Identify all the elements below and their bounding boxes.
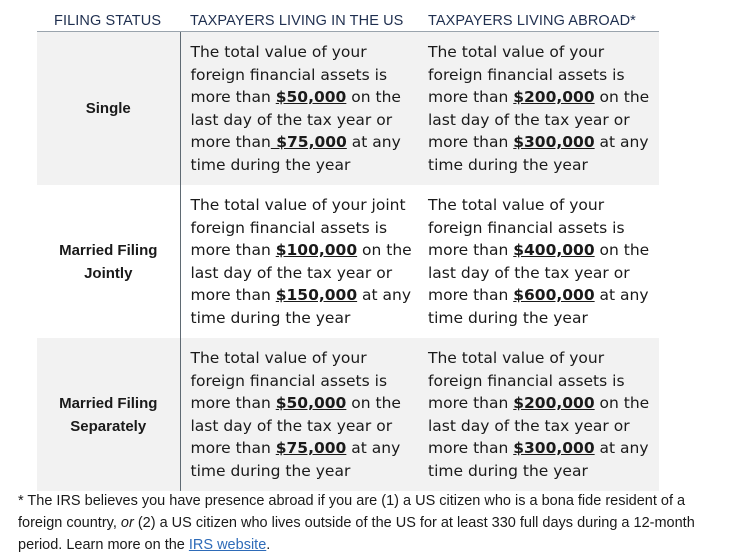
abroad-threshold-cell xyxy=(418,32,659,186)
threshold-line: foreign financial assets is xyxy=(190,218,388,237)
footnote-text: period. Learn more on the xyxy=(18,537,189,553)
threshold-line: more than $75,000 at any xyxy=(190,439,401,457)
threshold-line: The total value of your xyxy=(428,43,605,61)
threshold-line: more than $300,000 at any xyxy=(428,133,649,151)
threshold-amount: $50,000 xyxy=(275,88,347,106)
threshold-line: more than $75,000 at any xyxy=(190,133,401,151)
us-threshold-cell xyxy=(180,185,418,338)
threshold-line: more than $100,000 on the xyxy=(190,241,412,259)
footnote-text: (2) a US citizen who lives outside of the US for at least 330 full days during a 12-month xyxy=(133,515,695,531)
threshold-amount: $75,000 xyxy=(275,439,347,457)
threshold-line: time during the year xyxy=(428,461,588,480)
threshold-line: last day of the tax year or xyxy=(190,263,393,282)
threshold-amount: $300,000 xyxy=(513,133,595,151)
threshold-line: more than $200,000 on the xyxy=(428,88,650,106)
threshold-line: more than $50,000 on the xyxy=(190,88,401,106)
footnote xyxy=(18,490,738,556)
footnote-text: . xyxy=(266,537,271,553)
us-threshold-cell xyxy=(180,338,418,491)
filing-status-cell xyxy=(37,338,180,491)
filing-status-cell xyxy=(37,32,180,186)
table-header-row xyxy=(37,10,659,32)
filing-status-label: Separately xyxy=(70,417,147,435)
filing-status-label: Jointly xyxy=(84,264,133,282)
threshold-line: foreign financial assets is xyxy=(190,65,388,84)
threshold-line: The total value of your xyxy=(190,349,367,367)
threshold-line: more than $150,000 at any xyxy=(190,286,412,304)
threshold-line: foreign financial assets is xyxy=(190,371,388,390)
threshold-line: more than $200,000 on the xyxy=(428,394,650,412)
threshold-amount: $200,000 xyxy=(513,88,595,106)
us-threshold-cell xyxy=(180,32,418,186)
threshold-amount: $400,000 xyxy=(513,241,595,259)
table-row xyxy=(37,185,659,338)
threshold-line: foreign financial assets is xyxy=(428,371,625,390)
table-row xyxy=(37,338,659,491)
abroad-threshold-cell xyxy=(418,185,659,338)
threshold-amount: $600,000 xyxy=(513,286,595,304)
threshold-line: more than $400,000 on the xyxy=(428,241,650,259)
threshold-line: time during the year xyxy=(190,308,351,327)
threshold-line: The total value of your xyxy=(428,196,605,214)
filing-status-label: Married Filing xyxy=(59,241,158,259)
filing-status-label: Married Filing xyxy=(59,394,158,412)
header-filing-status: FILING STATUS xyxy=(37,10,180,32)
threshold-line: The total value of your xyxy=(190,43,367,61)
threshold-line: time during the year xyxy=(190,461,351,480)
threshold-line: The total value of your joint xyxy=(190,196,406,214)
threshold-amount: $75,000 xyxy=(270,133,347,151)
filing-status-label: Single xyxy=(85,100,131,117)
threshold-line: more than $300,000 at any xyxy=(428,439,649,457)
header-living-abroad: TAXPAYERS LIVING ABROAD* xyxy=(418,10,659,32)
abroad-threshold-cell xyxy=(418,338,659,491)
threshold-line: last day of the tax year or xyxy=(190,416,393,435)
table-row xyxy=(37,32,659,186)
threshold-line: time during the year xyxy=(428,155,588,174)
footnote-text: foreign country, xyxy=(18,515,121,531)
threshold-line: last day of the tax year or xyxy=(428,263,630,282)
footnote-emphasis: or xyxy=(120,515,134,531)
footnote-text: * The IRS believes you have presence abroad if you are (1) a US citizen who is a bona fide resident of a xyxy=(18,493,686,509)
filing-threshold-table xyxy=(37,10,659,491)
threshold-amount: $200,000 xyxy=(513,394,595,412)
threshold-amount: $150,000 xyxy=(275,286,358,304)
threshold-line: last day of the tax year or xyxy=(190,110,393,129)
threshold-line: more than $50,000 on the xyxy=(190,394,401,412)
threshold-line: time during the year xyxy=(190,155,351,174)
threshold-line: foreign financial assets is xyxy=(428,65,625,84)
threshold-amount: $50,000 xyxy=(275,394,347,412)
irs-website-link[interactable]: IRS website xyxy=(188,537,267,553)
header-living-in-us: TAXPAYERS LIVING IN THE US xyxy=(180,10,418,32)
threshold-amount: $100,000 xyxy=(275,241,358,259)
threshold-line: time during the year xyxy=(428,308,588,327)
filing-status-cell xyxy=(37,185,180,338)
threshold-line: last day of the tax year or xyxy=(428,110,630,129)
threshold-amount: $300,000 xyxy=(513,439,595,457)
threshold-line: last day of the tax year or xyxy=(428,416,630,435)
threshold-line: The total value of your xyxy=(428,349,605,367)
threshold-line: foreign financial assets is xyxy=(428,218,625,237)
threshold-line: more than $600,000 at any xyxy=(428,286,649,304)
